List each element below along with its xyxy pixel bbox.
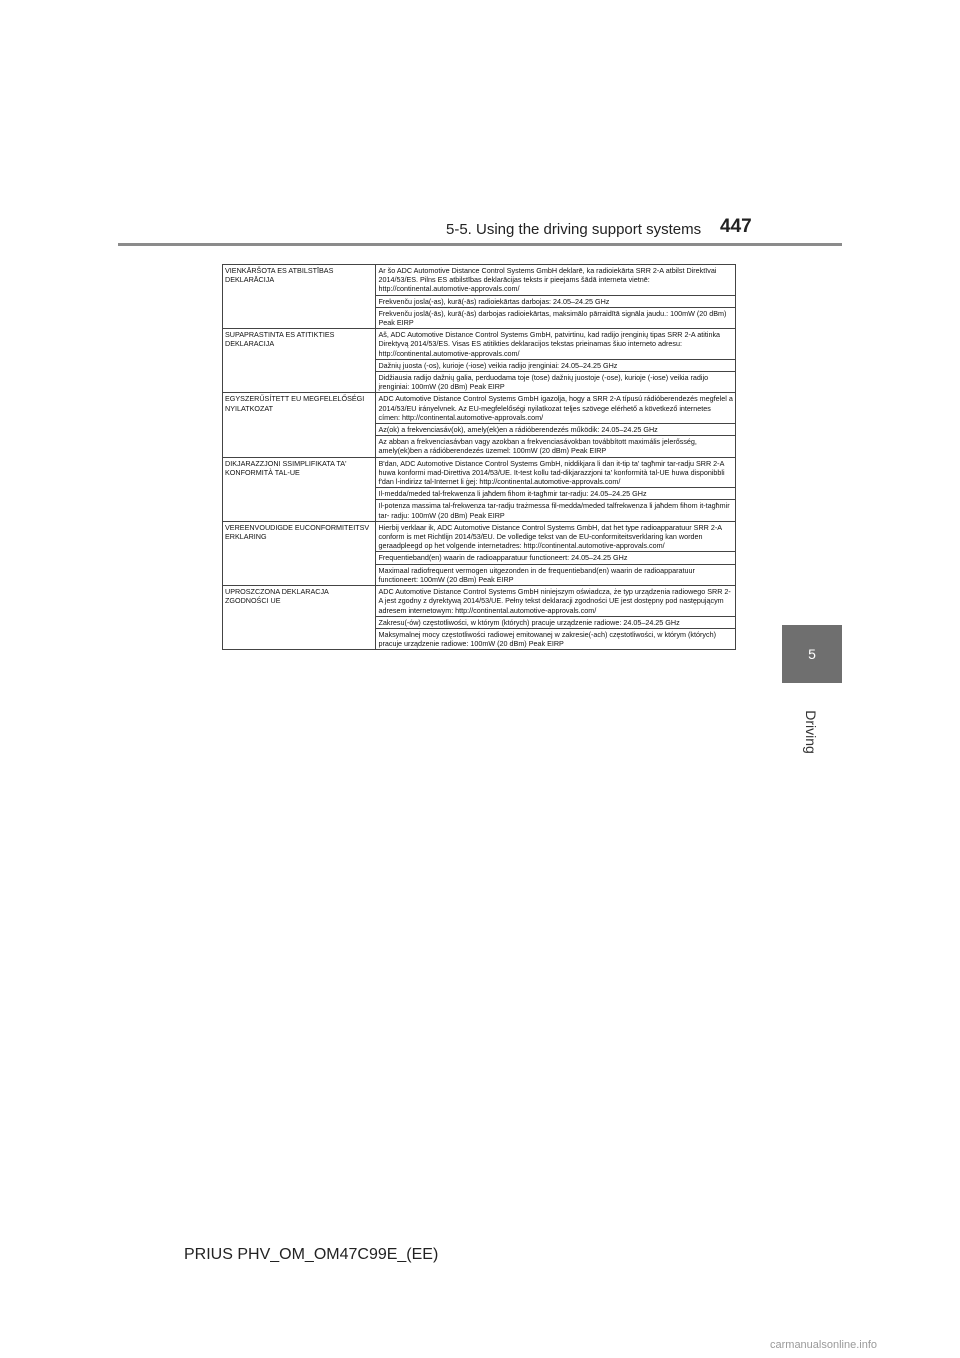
table-row xyxy=(223,457,736,488)
declaration-name: VIENKĀRŠOTA ES ATBILSTĪBAS DEKLARĀCIJA xyxy=(223,265,376,329)
declaration-power: Az abban a frekvenciasávban vagy azokban a frekvenciasávokban továbbított maximális jelerősség, amely(ek)ben a rádióberendezés üzemel: 100mW (20 dBm) Peak EIRP xyxy=(376,436,736,457)
table-row xyxy=(223,329,736,360)
declaration-power: Didžiausia radijo dažnių galia, perduodama toje (tose) dažnių juostoje (-ose), kurioje (-iose) veikia radijo įrenginiai: 100mW (20 dBm) Peak EIRP xyxy=(376,372,736,393)
header-divider xyxy=(118,243,842,246)
declaration-statement: ADC Automotive Distance Control Systems GmbH igazolja, hogy a SRR 2-A típusú rádióberendezés megfelel a 2014/53/EU irányelvnek. Az EU-megfelelőségi nyilatkozat teljes szövege elérhető a következő internetes címen: http://continental.automotive-approvals.com/ xyxy=(376,393,736,424)
table-row xyxy=(223,586,736,617)
declaration-frequency: Il-medda/meded tal-frekwenza li jaħdem fihom it-tagħmir tar-radju: 24.05–24.25 GHz xyxy=(376,488,736,500)
declaration-statement: Aš, ADC Automotive Distance Control Systems GmbH, patvirtinu, kad radijo įrenginių tipas SRR 2-A atitinka Direktyvą 2014/53/ES. Visas ES atitikties deklaracijos tekstas prieinamas šiuo interneto adresu: http://continental.automotive-approvals.com/ xyxy=(376,329,736,360)
declaration-statement: Ar šo ADC Automotive Distance Control Systems GmbH deklarē, ka radioiekārta SRR 2-A atbilst Direktīvai 2014/53/ES. Pilns ES atbilstības deklarācijas teksts ir pieejams šādā interneta vietnē: http://continental.automotive-approvals.com/ xyxy=(376,265,736,296)
declaration-statement: B'dan, ADC Automotive Distance Control Systems GmbH, niddikjara li dan it-tip ta' tagħmir tar-radju SRR 2-A huwa konformi mad-Direttiva 2014/53/UE. It-test kollu tad-dikjarazzjoni ta' konformità tal-UE huwa disponibbli f'dan l-indirizz tal-Internet li ġej: http://continental.automotive-approvals.com/ xyxy=(376,457,736,488)
chapter-tab[interactable] xyxy=(782,625,842,683)
declaration-name: EGYSZERŰSÍTETT EU MEGFELELŐSÉGI NYILATKOZAT xyxy=(223,393,376,457)
chapter-number: 5 xyxy=(808,646,816,662)
section-title: 5-5. Using the driving support systems xyxy=(446,221,702,238)
declaration-frequency: Dažnių juosta (-os), kurioje (-iose) veikia radijo įrenginiai: 24.05–24.25 GHz xyxy=(376,359,736,371)
page-number: 447 xyxy=(720,216,752,237)
declaration-frequency: Frequentieband(en) waarin de radioapparatuur functioneert: 24.05–24.25 GHz xyxy=(376,552,736,564)
declaration-frequency: Frekvenču josla(-as), kurā(-ās) radioiekārtas darbojas: 24.05–24.25 GHz xyxy=(376,295,736,307)
eu-declaration-table xyxy=(222,264,736,650)
declaration-power: Frekvenču joslā(-ās), kurā(-ās) darbojas radioiekārtas, maksimālo pārraidītā signāla jaudu.: 100mW (20 dBm) Peak EIRP xyxy=(376,307,736,328)
declaration-power: Maximaal radiofrequent vermogen uitgezonden in de frequentieband(en) waarin de radioapparatuur functioneert: 100mW (20 dBm) Peak EIRP xyxy=(376,564,736,585)
table-row xyxy=(223,521,736,552)
table-row xyxy=(223,393,736,424)
declaration-frequency: Zakresu(-ów) częstotliwości, w którym (których) pracuje urządzenie radiowe: 24.05–24.25 GHz xyxy=(376,616,736,628)
declaration-power: Maksymalnej mocy częstotliwości radiowej emitowanej w zakresie(-ach) częstotliwości, w którym (których) pracuje urządzenie radiowe: 100mW (20 dBm) Peak EIRP xyxy=(376,628,736,649)
declaration-name: SUPAPRASTINTA ES ATITIKTIES DEKLARACIJA xyxy=(223,329,376,393)
declaration-name: VEREENVOUDIGDE EUCONFORMITEITSV ERKLARING xyxy=(223,521,376,585)
chapter-label: Driving xyxy=(803,710,819,754)
declaration-name: DIKJARAZZJONI SSIMPLIFIKATA TA' KONFORMITÀ TAL-UE xyxy=(223,457,376,521)
declaration-statement: ADC Automotive Distance Control Systems GmbH niniejszym oświadcza, że typ urządzenia radiowego SRR 2-A jest zgodny z dyrektywą 2014/53/UE. Pełny tekst deklaracji zgodności UE jest dostępny pod następującym adresem internetowym: http://continental.automotive-approvals.com/ xyxy=(376,586,736,617)
model-code: PRIUS PHV_OM_OM47C99E_(EE) xyxy=(184,1246,439,1263)
declaration-name: UPROSZCZONA DEKLARACJA ZGODNOŚCI UE xyxy=(223,586,376,650)
watermark: carmanualsonline.info xyxy=(770,1339,878,1351)
table-row xyxy=(223,265,736,296)
declaration-frequency: Az(ok) a frekvenciasáv(ok), amely(ek)en a rádióberendezés működik: 24.05–24.25 GHz xyxy=(376,424,736,436)
declaration-statement: Hierbij verklaar ik, ADC Automotive Distance Control Systems GmbH, dat het type radioapparatuur SRR 2-A conform is met Richtlijn 2014/53/EU. De volledige tekst van de EU-conformiteitsverklaring kan worden geraadpleegd op het volgende internetadres: http://continental.automotive-approvals.com/ xyxy=(376,521,736,552)
declaration-power: Il-potenza massima tal-frekwenza tar-radju trażmessa fil-medda/meded talfrekwenza li jaħdem fihom it-tagħmir tar- radju: 100mW (20 dBm) Peak EIRP xyxy=(376,500,736,521)
